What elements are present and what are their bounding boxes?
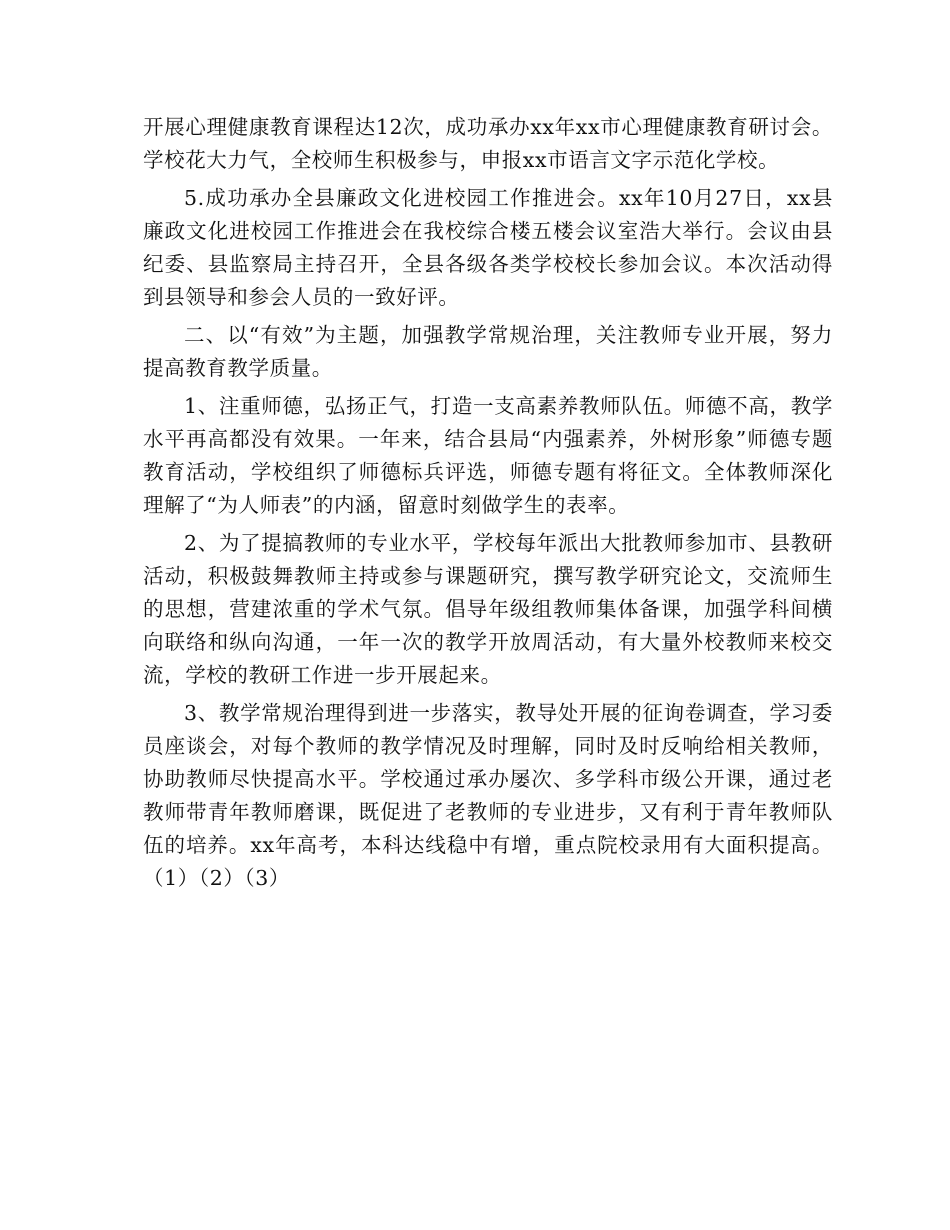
paragraph-continuation: 开展心理健康教育课程达12次，成功承办xx年xx市心理健康教育研讨会。学校花大力气，全校师生积极参与，申报xx市语言文字示范化学校。 — [143, 115, 833, 172]
paragraph-section-2-heading: 二、以“有效”为主题，加强教学常规治理，关注教师专业开展，努力提高教育教学质量。 — [143, 323, 833, 380]
paragraph-sub-3: 3、教学常规治理得到进一步落实，教导处开展的征询卷调查，学习委员座谈会，对每个教师的教学情况及时理解，同时及时反响给相关教师，协助教师尽快提高水平。学校通过承办屡次、多学科市级公开课，通过老教师带青年教师磨课，既促进了老教师的专业进步，又有利于青年教师队伍的培养。xx年高考，本科达线稳中有增，重点院校录用有大面积提高。（1）（2）（3） — [143, 701, 833, 890]
paragraph-sub-2: 2、为了提搞教师的专业水平，学校每年派出大批教师参加市、县教研活动，积极鼓舞教师主持或参与课题研究，撰写教学研究论文，交流师生的思想，营建浓重的学术气氛。倡导年级组教师集体备课，加强学科间横向联络和纵向沟通，一年一次的教学开放周活动，有大量外校教师来校交流，学校的教研工作进一步开展起来。 — [143, 531, 833, 687]
paragraph-sub-1: 1、注重师德，弘扬正气，打造一支高素养教师队伍。师德不高，教学水平再高都没有效果。一年来，结合县局“内强素养，外树形象”师德专题教育活动，学校组织了师德标兵评选，师德专题有将征文。全体教师深化理解了“为人师表”的内涵，留意时刻做学生的表率。 — [143, 394, 833, 517]
paragraph-item-5: 5.成功承办全县廉政文化进校园工作推进会。xx年10月27日，xx县廉政文化进校园工作推进会在我校综合楼五楼会议室浩大举行。会议由县纪委、县监察局主持召开，全县各级各类学校校长参加会议。本次活动得到县领导和参会人员的一致好评。 — [143, 186, 833, 309]
document-body — [143, 111, 833, 900]
